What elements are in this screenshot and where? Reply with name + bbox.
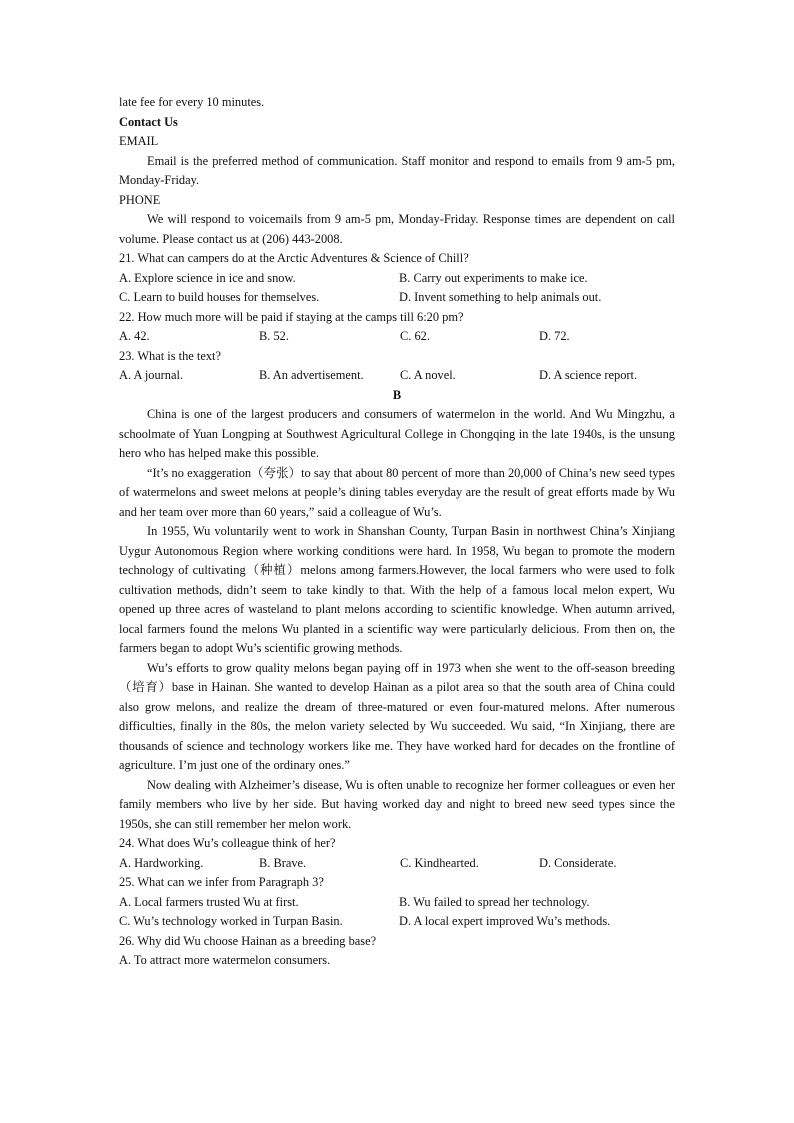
- option-b: B. Brave.: [259, 855, 307, 870]
- document-page: [119, 93, 675, 971]
- option-b: B. Wu failed to spread her technology.: [399, 894, 590, 909]
- option-d: D. Invent something to help animals out.: [399, 290, 602, 304]
- option-d: D. A science report.: [539, 368, 638, 382]
- email-label: EMAIL: [119, 134, 159, 148]
- question-text: 21. What can campers do at the Arctic Adventures & Science of Chill?: [119, 251, 469, 265]
- option-b: B. Carry out experiments to make ice.: [399, 270, 588, 285]
- option-c: C. Wu’s technology worked in Turpan Basin.: [119, 914, 343, 928]
- option-d: D. 72.: [539, 329, 570, 343]
- passage-paragraph-3: In 1955, Wu voluntarily went to work in Shanshan County, Turpan Basin in northwest China’s Xinjiang Uygur Autonomous Region where working conditions were hard. In 1958, Wu began to promote the modern technology of cultivating（种植）melons among farmers.However, the local farmers who were used to folk cultivation methods, didn’t seem to take kindly to that. With the help of a famous local melon expert, Wu opened up three acres of wasteland to plant melons according to scientific knowledge. When autumn arrived, local farmers found the melons Wu planted in a scientific way were particularly delicious. From then on, the farmers began to adopt Wu’s scientific growing methods.: [119, 524, 675, 655]
- option-a: A. A journal.: [119, 368, 184, 382]
- passage-paragraph-1: China is one of the largest producers and consumers of watermelon in the world. And Wu Mingzhu, a schoolmate of Yuan Longping at Southwest Agricultural College in Chongqing in the late 1940s, is the unsung hero who has helped make this possible.: [119, 407, 675, 460]
- question-24: [119, 834, 675, 873]
- question-text: 22. How much more will be paid if staying at the camps till 6:20 pm?: [119, 309, 464, 324]
- email-paragraph: Email is the preferred method of communication. Staff monitor and respond to emails from 9 am-5 pm, Monday-Friday.: [119, 153, 675, 187]
- question-26: [119, 932, 675, 971]
- question-text: 26. Why did Wu choose Hainan as a breeding base?: [119, 933, 377, 948]
- options-row: [119, 327, 675, 347]
- option-d: D. A local expert improved Wu’s methods.: [399, 914, 611, 928]
- option-a: A. Local farmers trusted Wu at first.: [119, 894, 299, 909]
- question-text: 24. What does Wu’s colleague think of her?: [119, 836, 336, 850]
- continued-text: late fee for every 10 minutes.: [119, 95, 265, 109]
- option-c: C. A novel.: [400, 368, 456, 382]
- passage-paragraph-5: Now dealing with Alzheimer’s disease, Wu is often unable to recognize her former colleagues or even her family members who live by her side. But having worked day and night to breed new seed types since the 1950s, she can still remember her melon work.: [119, 777, 675, 831]
- option-a: A. Explore science in ice and snow.: [119, 270, 296, 285]
- options-row: [119, 269, 675, 289]
- passage-paragraph-2: “It’s no exaggeration（夸张）to say that about 80 percent of more than 20,000 of China’s new seed types of watermelons and sweet melons at people’s dining tables everyday are the result of great efforts made by Wu and her team over more than 60 years,” said a colleague of Wu’s.: [119, 465, 675, 519]
- options-row: [119, 366, 675, 386]
- question-22: [119, 308, 675, 347]
- passage-paragraph-4: Wu’s efforts to grow quality melons began paying off in 1973 when she went to the off-season breeding（培育）base in Hainan. She wanted to develop Hainan as a pilot area so that the south area of China could also grow melons, and realize the dream of three-matured or even four-matured melons. After numerous difficulties, finally in the 80s, the melon variety selected by Wu succeeded. Wu said, “In Xinjiang, there are thousands of science and technology workers like me. They have worked hard for decades on the frontline of agriculture. I’m just one of the ordinary ones.”: [119, 660, 675, 772]
- question-text: 25. What can we infer from Paragraph 3?: [119, 875, 324, 889]
- question-23: [119, 347, 675, 386]
- option-d: D. Considerate.: [539, 855, 617, 870]
- option-a: A. Hardworking.: [119, 855, 204, 870]
- options-row: [119, 893, 675, 913]
- contact-heading: Contact Us: [119, 114, 178, 129]
- option-b: B. 52.: [259, 329, 289, 343]
- question-25: [119, 873, 675, 932]
- question-21: [119, 249, 675, 308]
- option-a: A. 42.: [119, 329, 150, 343]
- option-a: A. To attract more watermelon consumers.: [119, 953, 331, 967]
- options-row: [119, 912, 675, 932]
- options-row: [119, 854, 675, 874]
- phone-label: PHONE: [119, 192, 161, 207]
- option-c: C. 62.: [400, 329, 430, 343]
- section-heading: B: [392, 387, 402, 402]
- options-row: [119, 288, 675, 308]
- option-c: C. Learn to build houses for themselves.: [119, 290, 320, 304]
- option-b: B. An advertisement.: [259, 368, 364, 382]
- question-text: 23. What is the text?: [119, 348, 221, 363]
- phone-paragraph: We will respond to voicemails from 9 am-5 pm, Monday-Friday. Response times are dependent on call volume. Please contact us at (206) 443-2008.: [119, 212, 675, 246]
- option-c: C. Kindhearted.: [400, 855, 479, 870]
